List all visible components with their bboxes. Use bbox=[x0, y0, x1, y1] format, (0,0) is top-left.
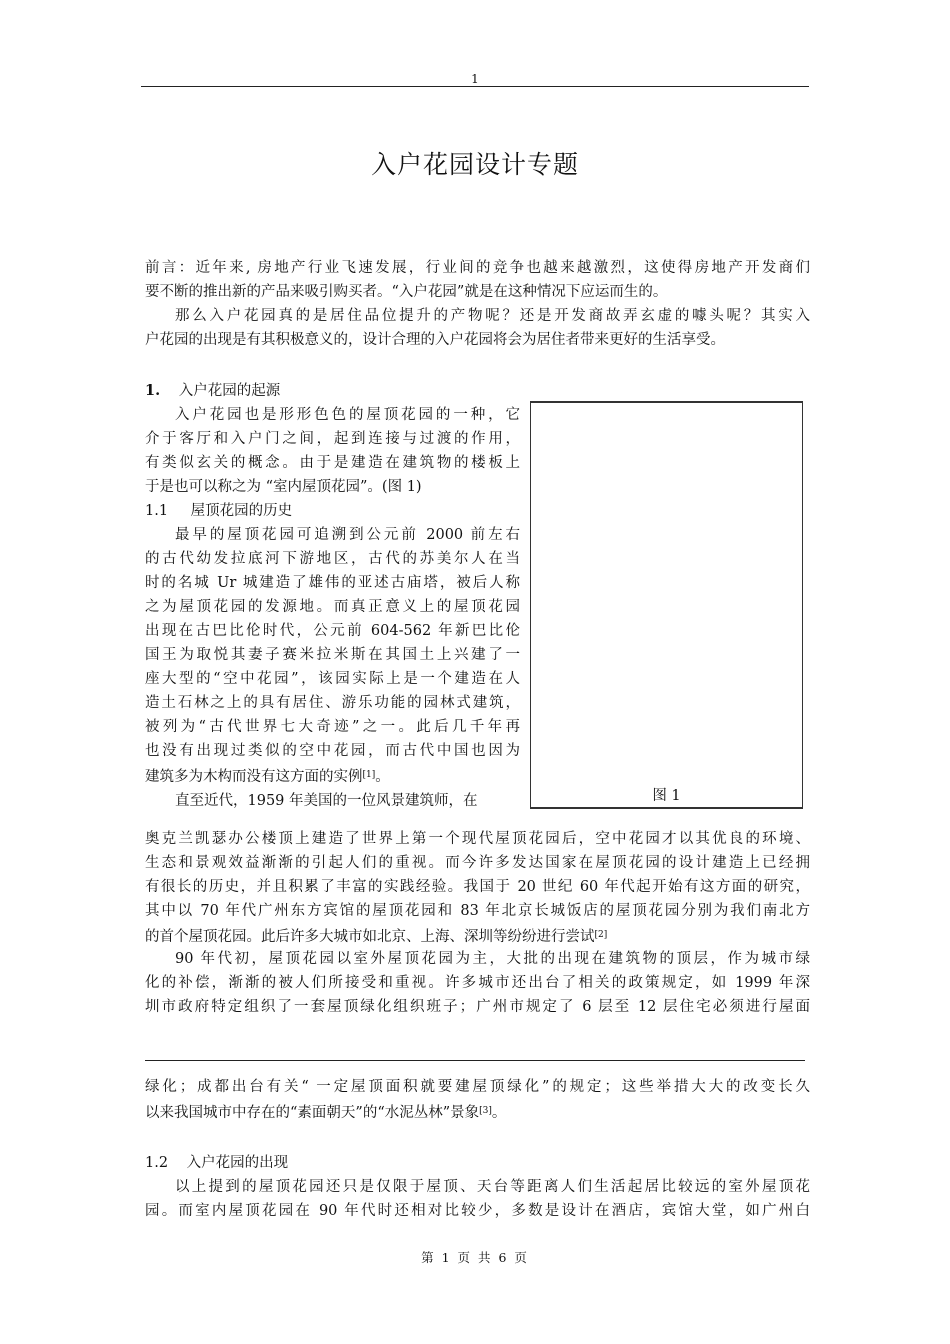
section-1-1-paragraph bbox=[145, 523, 520, 813]
text-line: 那么入户花园真的是居住品位提升的产物呢？还是开发商故弄玄虚的噱头呢？其实入 bbox=[175, 308, 810, 324]
text-fragment: 以来我国城市中存在的“素面朝天”的“水泥丛林”景象 bbox=[145, 1105, 480, 1121]
text-line: 直至近代，1959 年美国的一位风景建筑师，在 bbox=[175, 793, 478, 809]
page-footer: 第 1 页 共 6 页 bbox=[421, 1250, 529, 1265]
section-1-1-paragraph-2 bbox=[145, 827, 810, 949]
citation-ref: [3] bbox=[479, 1106, 492, 1116]
section-1-1-paragraph-3 bbox=[145, 947, 810, 1019]
document-title: 入户花园设计专题 bbox=[370, 150, 579, 179]
text-line: 时的名城 Ur 城建造了雄伟的亚述古庙塔，被后人称 bbox=[145, 575, 520, 591]
text-line: 要不断的推出新的产品来吸引购买者。“入户花园”就是在这种情况下应运而生的。 bbox=[145, 284, 668, 300]
citation-ref: [1] bbox=[362, 770, 376, 780]
text-line: 介于客厅和入户门之间，起到连接与过渡的作用， bbox=[145, 431, 520, 447]
section-1-1-heading bbox=[145, 499, 292, 523]
section-number: 1.1 bbox=[145, 503, 169, 519]
text-fragment: 的首个屋顶花园。此后许多大城市如北京、上海、深圳等纷纷进行尝试 bbox=[145, 929, 595, 945]
text-fragment: 。 bbox=[375, 769, 390, 785]
section-number: 1.2 bbox=[145, 1155, 169, 1171]
figure-1-frame bbox=[530, 401, 803, 809]
text-line: 有类似玄关的概念。由于是建造在建筑物的楼板上 bbox=[145, 455, 520, 471]
text-line: 以上提到的屋顶花园还只是仅限于屋顶、天台等距离人们生活起居比较远的室外屋顶花 bbox=[175, 1179, 810, 1195]
section-1-heading bbox=[145, 379, 280, 403]
page-break-rule bbox=[145, 1060, 805, 1061]
text-fragment: 。 bbox=[491, 1105, 507, 1121]
text-line: 有很长的历史，并且积累了丰富的实践经验。我国于 20 世纪 60 年代起开始有这方面的研究， bbox=[145, 879, 810, 895]
text-line: 最早的屋顶花园可追溯到公元前 2000 前左右 bbox=[175, 527, 520, 543]
text-fragment: 建筑多为木构而没有这方面的实例 bbox=[145, 769, 363, 785]
text-line: 出现在古巴比伦时代，公元前 604-562 年新巴比伦 bbox=[145, 623, 520, 639]
section-title: 入户花园的出现 bbox=[186, 1155, 289, 1171]
text-line bbox=[145, 763, 520, 789]
text-line: 也没有出现过类似的空中花园，而古代中国也因为 bbox=[145, 743, 520, 759]
text-line: 国王为取悦其妻子赛米拉米斯在其国土上兴建了一 bbox=[145, 647, 520, 663]
intro-paragraph-2 bbox=[145, 304, 810, 352]
text-line: 座大型的“空中花园”，该园实际上是一个建造在人 bbox=[145, 671, 520, 687]
text-line: 90 年代初，屋顶花园以室外屋顶花园为主，大批的出现在建筑物的顶层，作为城市绿 bbox=[175, 951, 810, 967]
text-line: 的古代幼发拉底河下游地区，古代的苏美尔人在当 bbox=[145, 551, 520, 567]
figure-1-caption: 图 1 bbox=[652, 788, 681, 804]
section-title: 入户花园的起源 bbox=[178, 383, 281, 399]
section-1-2-paragraph bbox=[145, 1175, 810, 1223]
text-line bbox=[145, 1099, 810, 1125]
text-line: 前言：近年来, 房地产行业飞速发展，行业间的竞争也越来越激烈，这使得房地产开发商们 bbox=[145, 260, 810, 276]
section-1-2-heading bbox=[145, 1151, 288, 1175]
section-title: 屋顶花园的历史 bbox=[190, 503, 293, 519]
text-line: 奥克兰凯瑟办公楼顶上建造了世界上第一个现代屋顶花园后，空中花园才以其优良的环境、 bbox=[145, 831, 810, 847]
text-line: 化的补偿，渐渐的被人们所接受和重视。许多城市还出台了相关的政策规定，如 1999 年深 bbox=[145, 975, 810, 991]
continued-paragraph bbox=[145, 1075, 810, 1125]
text-line: 入户花园也是形形色色的屋顶花园的一种，它 bbox=[175, 407, 520, 423]
text-line: 之为屋顶花园的发源地。而真正意义上的屋顶花园 bbox=[145, 599, 520, 615]
text-line: 被列为“古代世界七大奇迹”之一。此后几千年再 bbox=[145, 719, 520, 735]
text-line: 生态和景观效益渐渐的引起人们的重视。而今许多发达国家在屋顶花园的设计建造上已经拥 bbox=[145, 855, 810, 871]
intro-paragraph-1 bbox=[145, 256, 810, 304]
header-rule bbox=[141, 86, 809, 87]
text-line: 造土石林之上的具有居住、游乐功能的园林式建筑， bbox=[145, 695, 520, 711]
section-1-paragraph bbox=[145, 403, 520, 499]
text-line: 户花园的出现是有其积极意义的，设计合理的入户花园将会为居住者带来更好的生活享受。 bbox=[145, 332, 725, 348]
text-line: 于是也可以称之为 “室内屋顶花园”。(图 1) bbox=[145, 479, 422, 495]
text-line: 其中以 70 年代广州东方宾馆的屋顶花园和 83 年北京长城饭店的屋顶花园分别为我们南北方 bbox=[145, 903, 810, 919]
text-line: 园。而室内屋顶花园在 90 年代时还相对比较少，多数是设计在酒店，宾馆大堂，如广州白 bbox=[145, 1203, 810, 1219]
section-number: 1. bbox=[145, 382, 161, 399]
header-page-number: 1 bbox=[471, 72, 479, 86]
text-line: 圳市政府特定组织了一套屋顶绿化组织班子；广州市规定了 6 层至 12 层住宅必须进行屋面 bbox=[145, 999, 810, 1015]
citation-ref: [2] bbox=[594, 930, 608, 940]
text-line bbox=[145, 923, 810, 949]
text-line: 绿化；成都出台有关“ 一定屋顶面积就要建屋顶绿化”的规定；这些举措大大的改变长久 bbox=[145, 1079, 810, 1095]
